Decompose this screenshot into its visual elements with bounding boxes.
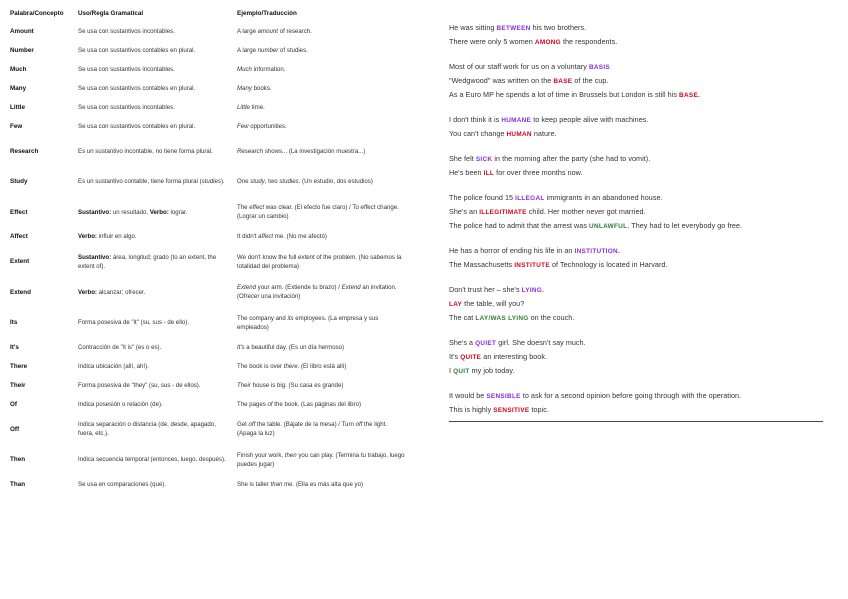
italic-term: number [257, 46, 279, 54]
text-segment: Get [237, 421, 249, 429]
text-segment: of studies. [278, 46, 308, 54]
text-segment: me. (Ella es más alta que yo) [282, 480, 364, 488]
sentence-line [449, 192, 839, 206]
italic-term: study [250, 178, 265, 186]
cell-example [237, 277, 412, 308]
text-segment: books. [251, 84, 272, 92]
text-segment: me. (No me afectó) [273, 233, 327, 241]
text-segment: She is taller [237, 480, 271, 488]
cell-word: Many [10, 84, 27, 92]
text-segment: influir en algo. [96, 233, 137, 241]
example-sentences [449, 22, 839, 429]
table-row [10, 277, 412, 308]
text-segment: un resultado. [111, 208, 150, 216]
sentence-line [449, 36, 839, 50]
cell-word: Much [10, 65, 27, 73]
sentence-line [449, 259, 839, 273]
table-row [10, 475, 412, 494]
text-segment: the table. (Bájate de la mesa) / Turn [255, 421, 356, 429]
sentence-line [449, 312, 839, 326]
sentence-group [449, 390, 839, 418]
sentence-text: The police had to admit that the arrest was [449, 220, 590, 230]
sentence-text: She's a [449, 338, 476, 348]
text-segment: of the problem. (No sabemos la totalidad del problema) [237, 253, 402, 270]
keyword-highlight: HUMAN [506, 130, 532, 138]
cell-word: Number [10, 46, 34, 54]
text-segment: house is big. (Su casa es grande) [250, 381, 344, 389]
keyword-highlight: LYING. [521, 287, 545, 295]
text-segment: of research. [278, 27, 312, 35]
text-segment: It didn't [237, 233, 259, 241]
keyword-highlight: UNLAWFUL [589, 222, 628, 230]
sentence-group [449, 22, 839, 50]
cell-rule [78, 308, 237, 339]
sentence-text: The police found 15 [449, 193, 516, 203]
table-body [10, 22, 412, 494]
cell-word: Off [10, 425, 20, 433]
text-segment: Indica ubicación (allí, ahí). [78, 362, 149, 370]
italic-term: Much [237, 65, 252, 73]
keyword-highlight: QUIET [475, 340, 497, 348]
italic-term: studies [201, 178, 221, 186]
text-segment: A large [237, 46, 258, 54]
italic-term: amount [257, 27, 278, 35]
cell-rule [78, 338, 237, 357]
sentence-group [449, 61, 839, 102]
text-segment: Indica posesión o relación (de). [78, 400, 163, 408]
sentence-text: girl. She doesn't say much. [496, 338, 586, 348]
keyword-highlight: LAY [449, 300, 463, 308]
text-segment: a beautiful day. (Es un día hermoso) [244, 343, 345, 351]
text-segment: The book is over [237, 362, 284, 370]
text-segment: We don't know the full [237, 253, 299, 261]
sentence-text: I don't think it is [449, 114, 502, 124]
header-word: Palabra/Concepto [10, 10, 64, 17]
text-segment: Indica separación o distancia (de, desde, apagado, fuera, etc.). [78, 421, 216, 438]
sentence-group [449, 153, 839, 181]
sentence-line [449, 220, 839, 234]
bold-term: Verbo: [78, 288, 97, 296]
cell-example [237, 197, 412, 228]
bold-term: Sustantivo: [78, 208, 112, 216]
keyword-highlight: LAY/WAS LYING [475, 314, 529, 322]
cell-example [237, 60, 412, 79]
italic-term: of [267, 400, 273, 408]
text-segment: Se usa con sustantivos incontables. [78, 103, 175, 111]
text-segment: opportunities. [248, 122, 287, 130]
sentence-text: of the cup. [572, 75, 609, 85]
sentence-group [449, 337, 839, 378]
sentence-text: . They had to let everybody go free. [627, 220, 743, 230]
cell-rule [78, 277, 237, 308]
sentence-text: on the couch. [528, 312, 575, 322]
italic-term: then [284, 451, 297, 459]
sentence-text: There were only 5 women [449, 36, 535, 46]
sentence-text: She's an [449, 206, 480, 216]
italic-term: Many [237, 84, 252, 92]
sentence-text: He was sitting [449, 23, 497, 32]
keyword-highlight: BASIS [588, 64, 610, 72]
cell-word: Amount [10, 27, 34, 35]
table-header-row [10, 10, 412, 22]
cell-rule [78, 79, 237, 98]
cell-example [237, 79, 412, 98]
keyword-highlight: ILLEGITIMATE [479, 208, 527, 216]
sentence-text: to ask for a second opinion before going through with the operation. [520, 390, 742, 400]
header-rule: Uso/Regla Gramatical [78, 10, 144, 17]
cell-rule [78, 41, 237, 60]
cell-rule [78, 475, 237, 494]
sentence-line [449, 153, 839, 167]
table-row [10, 338, 412, 357]
keyword-highlight: INSTITUTE [514, 261, 550, 269]
table-row [10, 228, 412, 247]
keyword-highlight: AMONG [534, 38, 561, 46]
sentence-text: Most of our staff work for us on a voluntary [449, 62, 589, 72]
text-segment: the book. (Las páginas del libro) [272, 400, 362, 408]
table-row [10, 136, 412, 167]
cell-rule [78, 167, 237, 198]
italic-term: effect [249, 204, 265, 212]
keyword-highlight: ILL [483, 169, 495, 177]
cell-word: Effect [10, 208, 28, 216]
cell-rule [78, 445, 237, 476]
sentence-line [449, 114, 839, 128]
italic-term: off [248, 421, 256, 429]
text-segment: Contracción de "it is" (es o es). [78, 343, 162, 351]
sentence-text: to keep people alive with machines. [531, 114, 649, 124]
sentence-text: It's [449, 351, 461, 361]
cell-example [237, 228, 412, 247]
text-segment: change. (Lograr un cambio) [237, 204, 399, 221]
cell-example [237, 414, 412, 445]
sentence-line [449, 206, 839, 220]
sentence-group [449, 284, 839, 325]
sentence-line [449, 337, 839, 351]
text-segment: Se usa con sustantivos contables en plural. [78, 122, 196, 130]
text-segment: Se usa con sustantivos contables en plural. [78, 84, 196, 92]
sentence-text: He has a horror of ending his life in an [449, 246, 575, 256]
italic-term: effect [360, 204, 376, 212]
table-row [10, 357, 412, 376]
table-row [10, 414, 412, 445]
text-segment: lograr. [168, 208, 188, 216]
text-segment: Indica secuencia temporal (entonces, luego, después). [78, 456, 226, 464]
cell-example [237, 247, 412, 278]
sentence-text: He's been [449, 167, 484, 177]
sentence-text: Don't trust her – she's [449, 285, 522, 295]
cell-rule [78, 395, 237, 414]
sentence-text: my job today. [469, 365, 515, 375]
sentence-text: nature. [531, 128, 557, 138]
text-segment: . (Un estudio, dos estudios) [298, 178, 373, 186]
sentence-line [449, 167, 839, 181]
cell-rule [78, 228, 237, 247]
table-row [10, 22, 412, 41]
cell-rule [78, 136, 237, 167]
sentence-line [449, 298, 839, 312]
italic-term: than [270, 480, 283, 488]
text-segment: Forma posesiva de "it" (su, sus - de ello). [78, 319, 190, 327]
cell-rule [78, 376, 237, 395]
sentence-line [449, 89, 839, 103]
italic-term: Research [237, 147, 264, 155]
italic-term: Extend [237, 284, 256, 292]
text-segment: The [237, 204, 250, 212]
text-segment: One [237, 178, 251, 186]
keyword-highlight: SENSIBLE [486, 392, 521, 400]
sentence-group [449, 192, 839, 233]
sentence-text: the table, will you? [462, 298, 525, 308]
cell-example [237, 22, 412, 41]
cell-rule [78, 197, 237, 228]
cell-word: Affect [10, 233, 28, 241]
italic-term: Extend [341, 284, 361, 292]
italic-term: extent [298, 253, 315, 261]
cell-word: Few [10, 122, 23, 130]
sentence-group [449, 114, 839, 142]
text-segment: Finish your work, [237, 451, 285, 459]
cell-word: Extent [10, 258, 30, 266]
keyword-highlight: BASE. [679, 91, 701, 99]
italic-term: affect [258, 233, 274, 241]
sentence-text: You can't change [449, 128, 507, 138]
text-segment: employees. (La empresa y sus empleados) [237, 314, 379, 331]
text-segment: , two [264, 178, 280, 186]
sentence-text: The Massachusetts [449, 259, 515, 269]
text-segment: information. [251, 65, 286, 73]
sentence-text: As a Euro MP he spends a lot of time in Brussels but London is still his [449, 89, 680, 99]
cell-example [237, 98, 412, 117]
sentence-text: "Wedgwood" was written on the [449, 75, 554, 85]
sentence-group [449, 245, 839, 273]
sentence-text: I [449, 365, 454, 375]
text-segment: Es un sustantivo incontable, no tiene forma plural. [78, 147, 213, 155]
sentence-line [449, 351, 839, 365]
sentence-text: topic. [529, 404, 549, 414]
sentence-text: an interesting book. [481, 351, 548, 361]
cell-example [237, 445, 412, 476]
cell-example [237, 308, 412, 339]
table-row [10, 395, 412, 414]
cell-word: It's [10, 343, 19, 351]
cell-rule [78, 414, 237, 445]
keyword-highlight: QUIT [453, 367, 470, 375]
keyword-highlight: BETWEEN [496, 25, 531, 32]
table-row [10, 79, 412, 98]
text-segment: área, longitud; grado (to an extent, the extent of). [78, 253, 217, 270]
cell-example [237, 117, 412, 136]
text-segment: Es un sustantivo contable, tiene forma plural ( [78, 178, 202, 186]
cell-example [237, 167, 412, 198]
table-row [10, 41, 412, 60]
text-segment: Se usa con sustantivos incontables. [78, 27, 175, 35]
text-segment: Se usa con sustantivos incontables. [78, 65, 175, 73]
header-example: Ejemplo/Traducción [237, 10, 297, 17]
cell-word: Their [10, 381, 26, 389]
sentence-text: the respondents. [560, 36, 618, 46]
text-segment: you can play. (Termina tu trabajo, luego puedes jugar) [237, 451, 405, 468]
cell-word: Then [10, 456, 26, 464]
cell-example [237, 357, 412, 376]
keyword-highlight: HUMANE [501, 116, 532, 124]
table-row [10, 376, 412, 395]
cell-word: Research [10, 147, 39, 155]
text-segment: . (El libro está allí) [297, 362, 347, 370]
text-segment: Se usa con sustantivos contables en plural. [78, 46, 196, 54]
text-segment: shows... (La investigación muestra...) [263, 147, 366, 155]
cell-word: Than [10, 480, 26, 488]
sentence-line [449, 390, 839, 404]
cell-word: Extend [10, 288, 31, 296]
italic-term: off [355, 421, 363, 429]
italic-term: studies [279, 178, 299, 186]
text-segment: A large [237, 27, 258, 35]
table-row [10, 445, 412, 476]
text-segment: an invitation. (Ofrecer una invitación) [237, 284, 397, 301]
table-row [10, 117, 412, 136]
italic-term: It's [237, 343, 245, 351]
cell-word: There [10, 362, 28, 370]
text-segment: The company and [237, 314, 288, 322]
italic-term: there [283, 362, 298, 370]
cell-word: Its [10, 319, 18, 327]
table-row [10, 60, 412, 79]
keyword-highlight: SENSITIVE [493, 406, 530, 414]
cell-example [237, 136, 412, 167]
sentence-text: child. Her mother never got married. [526, 206, 646, 216]
cell-rule [78, 247, 237, 278]
cell-word: Little [10, 103, 26, 111]
text-segment: Se usa en comparaciones (que). [78, 480, 167, 488]
cell-rule [78, 60, 237, 79]
sentence-text: She felt [449, 154, 476, 164]
table-row [10, 247, 412, 278]
bold-term: Sustantivo: [78, 253, 112, 261]
cell-example [237, 475, 412, 494]
sentence-line [449, 75, 839, 89]
sentence-line [449, 404, 839, 418]
text-segment: time. [249, 103, 265, 111]
sentence-line [449, 245, 839, 259]
cell-word: Of [10, 400, 17, 408]
text-segment: ). [220, 178, 225, 186]
sentence-line [449, 365, 839, 379]
table-row [10, 98, 412, 117]
cell-rule [78, 357, 237, 376]
keyword-highlight: QUITE [460, 353, 482, 361]
cell-example [237, 41, 412, 60]
italic-term: Their [237, 381, 251, 389]
cell-example [237, 338, 412, 357]
table-row [10, 197, 412, 228]
sentence-text: in the morning after the party (she had to vomit). [492, 154, 651, 164]
sentence-text: This is highly [449, 404, 494, 414]
sentence-line [449, 128, 839, 142]
italic-term: Little [237, 103, 250, 111]
vocabulary-table [10, 10, 412, 494]
text-segment: the light. (Apaga la luz) [237, 421, 388, 438]
text-segment: Forma posesiva de "they" (su, sus - de ellos). [78, 381, 201, 389]
keyword-highlight: SICK [475, 156, 493, 164]
sentence-text: for over three months now. [494, 167, 583, 177]
text-segment: The pages [237, 400, 268, 408]
divider-line [449, 421, 823, 422]
cell-example [237, 376, 412, 395]
cell-rule [78, 98, 237, 117]
text-segment: alcanzar; ofrecer. [96, 288, 146, 296]
table-row [10, 308, 412, 339]
cell-rule [78, 117, 237, 136]
sentence-line [449, 61, 839, 75]
keyword-highlight: INSTITUTION. [574, 248, 621, 256]
italic-term: its [287, 314, 294, 322]
sentence-line [449, 22, 839, 36]
keyword-highlight: BASE [553, 77, 573, 85]
keyword-highlight: ILLEGAL [515, 195, 545, 203]
sentence-text: of Technology is located in Harvard. [549, 259, 668, 269]
cell-word: Study [10, 178, 28, 186]
cell-example [237, 395, 412, 414]
cell-rule [78, 22, 237, 41]
text-segment: was clear. (El efecto fue claro) / To [264, 204, 361, 212]
text-segment: your arm. (Extiende tu brazo) / [255, 284, 342, 292]
table-row [10, 167, 412, 198]
sentence-line [449, 284, 839, 298]
sentence-text: his two brothers. [530, 23, 587, 32]
sentence-text: It would be [449, 390, 487, 400]
bold-term: Verbo: [149, 208, 169, 216]
italic-term: Few [237, 122, 249, 130]
bold-term: Verbo: [78, 233, 97, 241]
sentence-text: The cat [449, 312, 476, 322]
sentence-text: immigrants in an abandoned house. [544, 193, 663, 203]
